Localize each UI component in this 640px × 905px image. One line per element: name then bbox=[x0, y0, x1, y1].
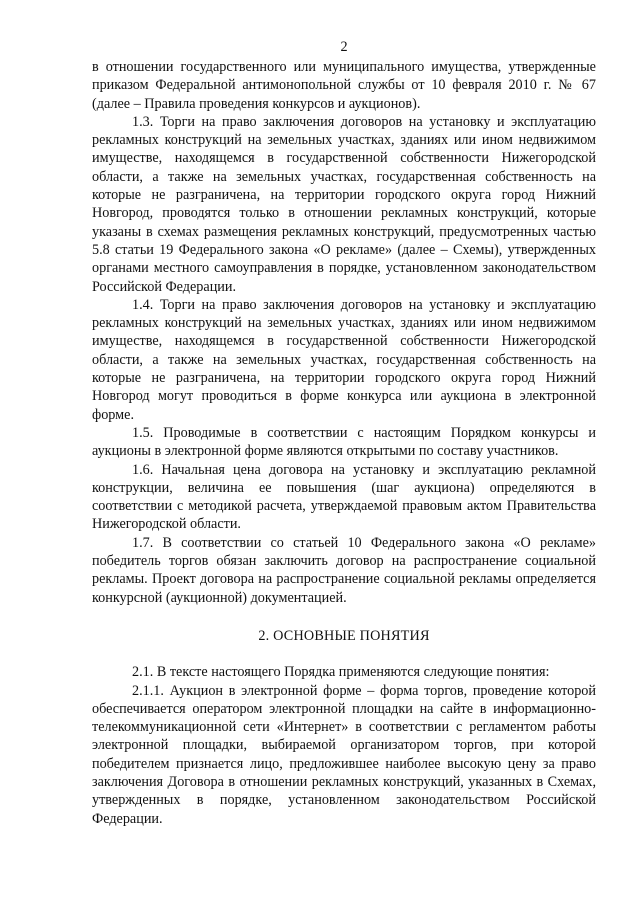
paragraph-1-5: 1.5. Проводимые в соответствии с настоящим Порядком конкурсы и аукционы в электронной форме являются открытыми по составу участников. bbox=[92, 424, 596, 460]
paragraph-1-3: 1.3. Торги на право заключения договоров на установку и эксплуатацию рекламных конструкций на земельных участках, зданиях или ином недвижимом имуществе, находящемся в государственной собственности Нижегородской области, а также на земельных участках, государственная собственность на которые не разграничена, на территории городского округа город Нижний Новгород, проводятся только в отношении рекламных конструкций, которые указаны в схемах размещения рекламных конструкций, предусмотренных частью 5.8 статьи 19 Федерального закона «О рекламе» (далее – Схемы), утвержденных органами местного самоуправления в порядке, установленном законодательством Российской Федерации. bbox=[92, 113, 596, 295]
paragraph-2-1-1: 2.1.1. Аукцион в электронной форме – форма торгов, проведение которой обеспечивается оператором электронной площадки на сайте в информационно-телекоммуникационной сети «Интернет» в соответствии с регламентом работы электронной площадки, выбираемой организатором торгов, при которой победителем признается лицо, предложившее наиболее высокую цену за право заключения Договора в отношении рекламных конструкций, указанных в Схемах, утвержденных в порядке, установленном законодательством Российской Федерации. bbox=[92, 682, 596, 827]
paragraph-1-7: 1.7. В соответствии со статьей 10 Федерального закона «О рекламе» победитель торгов обязан заключить договор на распространение социальной рекламы. Проект договора на распространение социальной рекламы определяется конкурсной (аукционной) документацией. bbox=[92, 534, 596, 606]
paragraph-continuation: в отношении государственного или муниципального имущества, утвержденные приказом Федеральной антимонопольной службы от 10 февраля 2010 г. № 67 (далее – Правила проведения конкурсов и аукционов). bbox=[92, 59, 596, 112]
section-heading: 2. ОСНОВНЫЕ ПОНЯТИЯ bbox=[258, 627, 430, 644]
paragraph-1-4: 1.4. Торги на право заключения договоров на установку и эксплуатацию рекламных конструкций на земельных участках, зданиях или ином недвижимом имуществе, находящемся в государственной собственности Нижегородской области, а также на земельных участках, государственная собственность на которые не разграничена, на территории городского округа город Нижний Новгород могут проводиться в форме конкурса или аукциона в электронной форме. bbox=[92, 296, 596, 423]
document-page bbox=[92, 38, 596, 828]
page-number: 2 bbox=[340, 39, 348, 55]
paragraph-2-1: 2.1. В тексте настоящего Порядка применяются следующие понятия: bbox=[132, 664, 550, 681]
paragraph-1-6: 1.6. Начальная цена договора на установку и эксплуатацию рекламной конструкции, величина ее повышения (шаг аукциона) определяются в соответствии с методикой расчета, утверждаемой правовым актом Правительства Нижегородской области. bbox=[92, 461, 596, 533]
